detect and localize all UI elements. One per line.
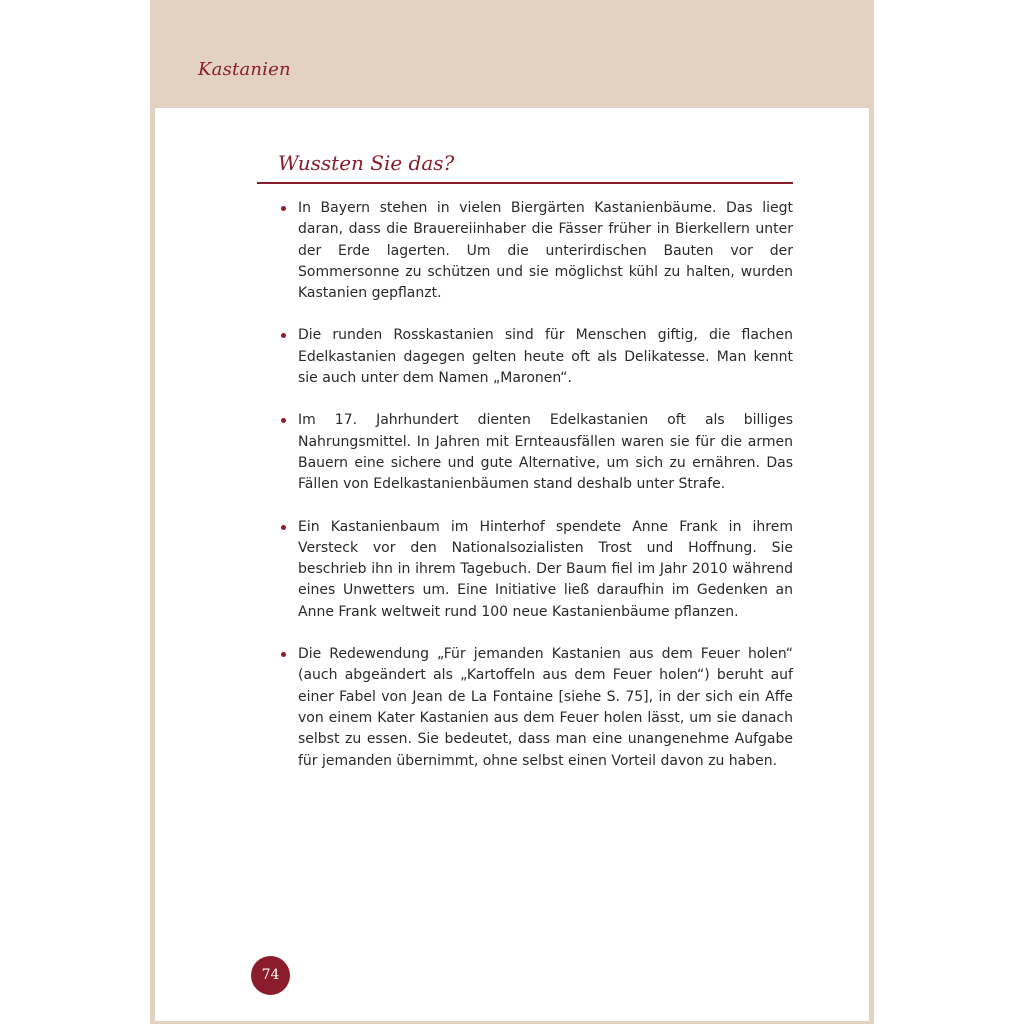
list-item-text: Im 17. Jahrhundert dienten Edelkastanien oft als billiges Nahrungsmittel. In Jahren mit Ernteausfällen waren sie für die armen Bauern eine sichere und gute Alternative, um sich zu ernähren. Das Fällen von Edelkastanienbäumen stand deshalb unter Strafe. — [298, 412, 793, 493]
bullet-icon — [281, 333, 286, 338]
list-item — [280, 410, 793, 495]
book-page — [150, 0, 874, 1024]
list-item — [280, 644, 793, 772]
section-title: Wussten Sie das? — [278, 151, 455, 175]
list-item — [280, 517, 793, 623]
list-item — [280, 198, 793, 304]
bullet-icon — [281, 525, 286, 530]
fact-list — [280, 198, 793, 793]
bullet-icon — [281, 652, 286, 657]
list-item-text: Ein Kastanienbaum im Hinterhof spendete Anne Frank in ihrem Versteck vor den Nationalsozialisten Trost und Hoffnung. Sie beschrieb ihn in ihrem Tagebuch. Der Baum fiel im Jahr 2010 während eines Unwetters um. Eine Initiative ließ daraufhin im Gedenken an Anne Frank weltweit rund 100 neue Kastanienbäume pflanzen. — [298, 518, 793, 620]
page-content — [155, 108, 869, 1021]
title-divider — [257, 182, 793, 184]
bullet-icon — [281, 206, 286, 211]
header-band — [150, 0, 874, 108]
list-item-text: Die runden Rosskastanien sind für Menschen giftig, die flachen Edelkastanien dagegen gelten heute oft als Delikatesse. Man kennt sie auch unter dem Namen „Maronen“. — [298, 327, 793, 387]
chapter-title: Kastanien — [198, 59, 291, 80]
list-item — [280, 325, 793, 389]
list-item-text: In Bayern stehen in vielen Biergärten Kastanienbäume. Das liegt daran, dass die Brauereiinhaber die Fässer früher in Bierkellern unter der Erde lagerten. Um die unterirdischen Bauten vor der Sommersonne zu schützen und sie möglichst kühl zu halten, wurden Kastanien gepflanzt. — [298, 200, 793, 302]
list-item-text: Die Redewendung „Für jemanden Kastanien aus dem Feuer holen“ (auch abgeändert als „Kartoffeln aus dem Feuer holen“) beruht auf einer Fabel von Jean de La Fontaine [siehe S. 75], in der sich ein Affe von einem Kater Kastanien aus dem Feuer holen lässt, um sie danach selbst zu essen. Sie bedeutet, dass man eine unangenehme Aufgabe für jemanden übernimmt, ohne selbst einen Vorteil davon zu haben. — [298, 646, 793, 769]
bullet-icon — [281, 418, 286, 423]
page-number-badge: 74 — [251, 956, 290, 995]
